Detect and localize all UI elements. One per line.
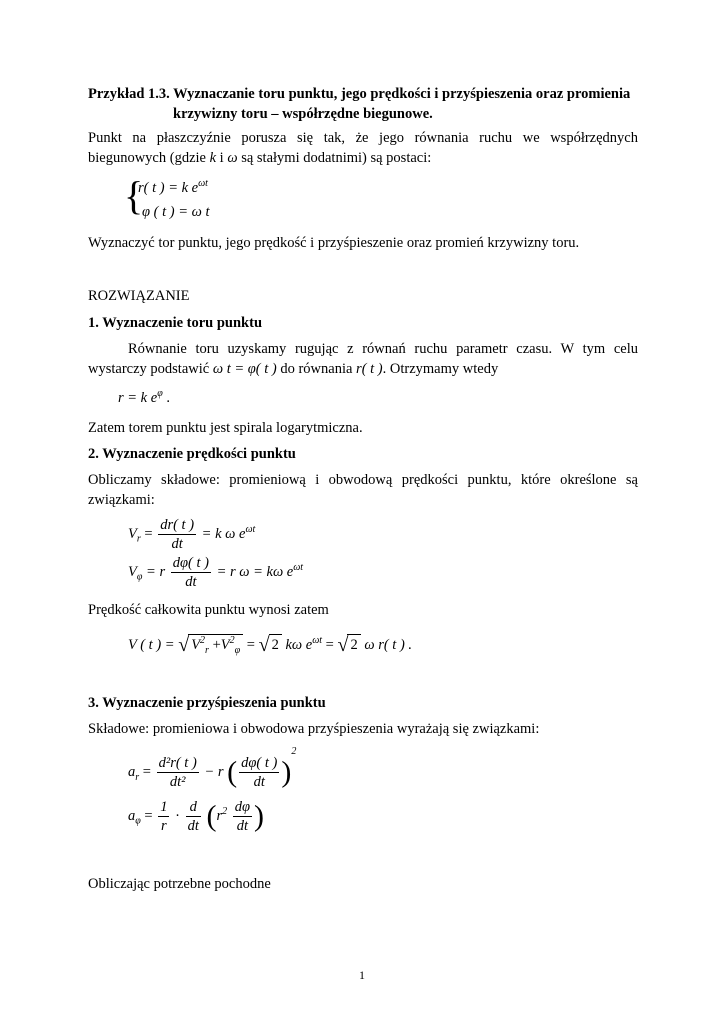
section-1-line-2: wystarczy podstawić ω t = φ( t ) do równania r( t ). Otrzymamy wtedy bbox=[88, 361, 499, 377]
fraction-1-r: $\frac{1}{r}$ bbox=[160, 799, 168, 834]
section-1-paragraph bbox=[88, 339, 638, 379]
section-2-line-1: Obliczamy składowe: promieniową i obwodową prędkości punktu, które określone są bbox=[88, 472, 638, 488]
section-3-last-line: Obliczając potrzebne pochodne bbox=[88, 876, 271, 892]
intro-line-2: biegunowych (gdzie k i ω są stałymi dodatnimi) są postaci: bbox=[88, 150, 432, 166]
title-line-1: Przykład 1.3. Wyznaczanie toru punktu, jego prędkości i przyśpieszenia oraz promienia bbox=[88, 86, 631, 102]
section-2-total-text: Prędkość całkowita punktu wynosi zatem bbox=[88, 602, 329, 618]
sqrt-sign: √ bbox=[258, 634, 270, 656]
equation-phi-of-t: φ ( t ) = ω t bbox=[142, 204, 210, 220]
fraction-dphi-dt: $\frac{d\varphi( t )}{dt}$ bbox=[241, 755, 278, 791]
fraction-dphi-dt: $\frac{d\varphi}{dt}$ bbox=[234, 799, 251, 834]
intro-paragraph bbox=[88, 128, 638, 168]
intro-line-1: Punkt na płaszczyźnie porusza się tak, że jego równania ruchu we współrzędnych bbox=[88, 130, 638, 146]
equation-a-phi: $a_\varphi$ = $\frac{1}{r}$ · $\frac{d}{dt}$ ($r^2$ $\frac{d\varphi}{dt}$ ) bbox=[128, 799, 265, 834]
solution-heading: ROZWIĄZANIE bbox=[88, 288, 190, 304]
fraction-dr-dt: $\frac{dr( t )}{dt}$ bbox=[160, 517, 195, 552]
section-3-heading: 3. Wyznaczenie przyśpieszenia punktu bbox=[88, 695, 326, 711]
sqrt-sign: √ bbox=[178, 634, 190, 656]
section-2-line-2: związkami: bbox=[88, 492, 155, 508]
equation-a-r: $a_r$ = $\frac{\text{d²r( t )}}{\text{dt²}}$ − r ( $\frac{d\varphi( t )}{dt}$ )$^2$ bbox=[128, 746, 297, 791]
section-3-text: Składowe: promieniowa i obwodowa przyśpieszenia wyrażają się związkami: bbox=[88, 721, 540, 737]
equation-spiral: r = k $e^\varphi$ . bbox=[118, 388, 170, 406]
section-2-heading: 2. Wyznaczenie prędkości punktu bbox=[88, 446, 296, 462]
equation-system-brace: { bbox=[124, 173, 144, 218]
section-1-conclusion: Zatem torem punktu jest spirala logarytmiczna. bbox=[88, 420, 363, 436]
title bbox=[88, 84, 638, 124]
equation-r-of-t: r( t ) = k $e^{\omega t}$ bbox=[138, 178, 208, 196]
section-2-paragraph bbox=[88, 470, 638, 510]
equation-v-r: $V_r$ = $\frac{dr( t )}{dt}$ = k ω $e^{\omega t}$ bbox=[128, 517, 256, 552]
title-line-2: krzywizny toru – współrzędne biegunowe. bbox=[173, 106, 433, 122]
task-statement: Wyznaczyć tor punktu, jego prędkość i przyśpieszenie oraz promień krzywizny toru. bbox=[88, 235, 580, 251]
section-1-line-1: Równanie toru uzyskamy rugując z równań ruchu parametr czasu. W tym celu bbox=[128, 341, 638, 357]
equation-total-velocity: V ( t ) = √ $V^2_r +V^2_\varphi$ = √ 2 kω $e^{\omega t}$ = √ 2 ω r( t ) . bbox=[128, 634, 413, 656]
section-1-heading: 1. Wyznaczenie toru punktu bbox=[88, 315, 263, 331]
page-number: 1 bbox=[359, 968, 365, 982]
fraction-d2r-dt2: $\frac{\text{d²r( t )}}{\text{dt²}}$ bbox=[158, 755, 197, 791]
fraction-dphi-dt: $\frac{d\varphi( t )}{dt}$ bbox=[172, 555, 209, 590]
fraction-d-dt: $\frac{d}{dt}$ bbox=[187, 799, 199, 834]
equation-v-phi: $V_\varphi = r$ $\frac{d\varphi( t )}{dt}$ = r ω = kω $e^{\omega t}$ bbox=[128, 555, 304, 590]
sqrt-sign: √ bbox=[337, 634, 349, 656]
